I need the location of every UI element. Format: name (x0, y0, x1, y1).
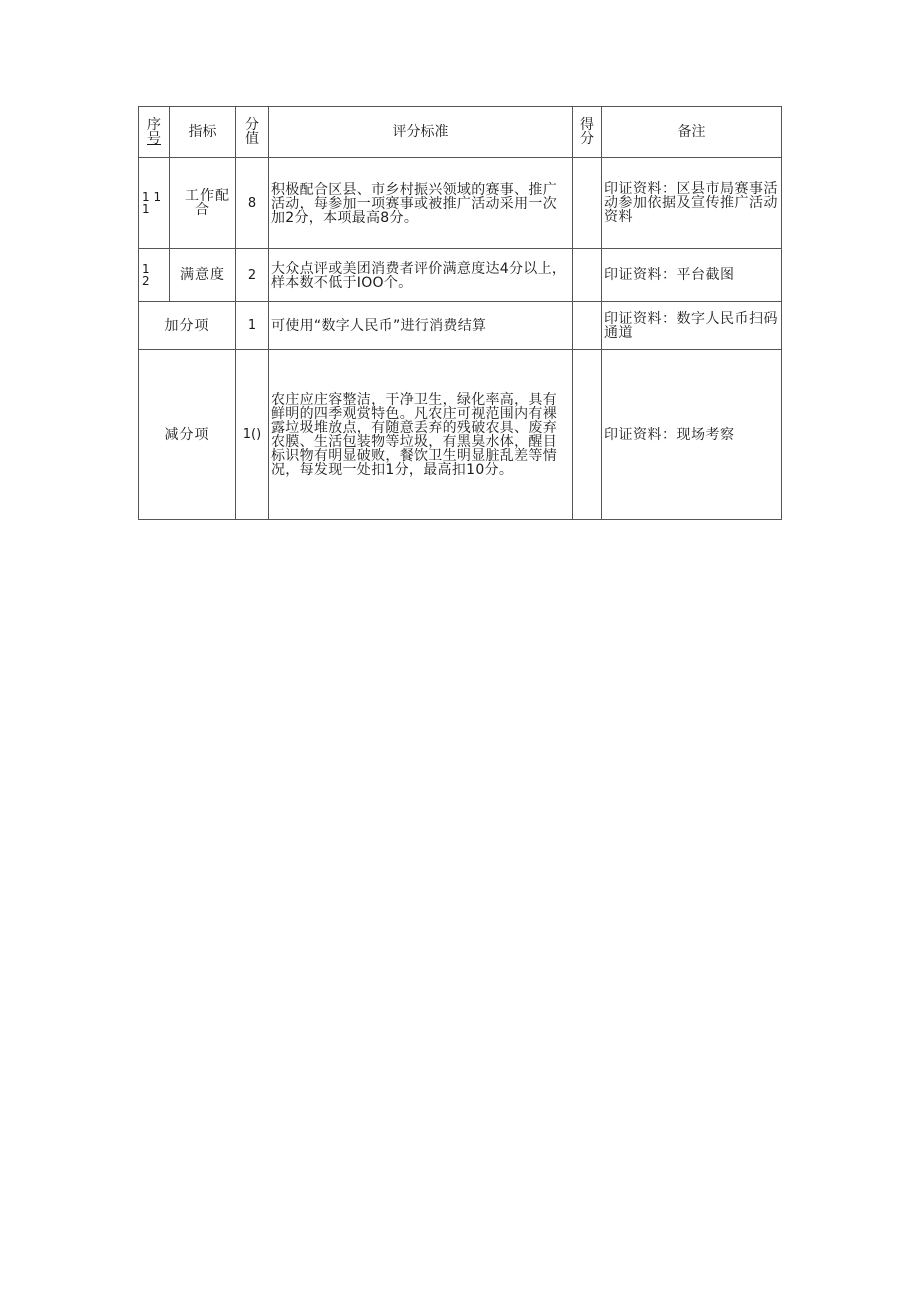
header-indicator: 指标 (170, 107, 236, 158)
row-remarks: 印证资料：数字人民币扫码通道 (602, 302, 782, 350)
row-criteria: 可使用“数字人民币”进行消费结算 (269, 302, 573, 350)
table-row (139, 249, 782, 302)
row-serial-number (139, 158, 170, 249)
row-points: 8 (236, 158, 269, 249)
header-score (573, 107, 602, 158)
row-score (573, 350, 602, 520)
row-serial-line2: 2 (142, 274, 150, 288)
header-serial-line1: 序 (147, 117, 161, 133)
row-criteria: 大众点评或美团消费者评价满意度达4分以上，样本数不低于IOO个。 (269, 249, 573, 302)
row-serial-line1: 1 (142, 262, 150, 276)
row-serial-line1: 1 1 (142, 190, 162, 204)
scoring-table (138, 106, 782, 520)
row-remarks: 印证资料：现场考察 (602, 350, 782, 520)
row-criteria: 积极配合区县、市乡村振兴领域的赛事、推广活动，每参加一项赛事或被推广活动采用一次加2分，本项最高8分。 (269, 158, 573, 249)
row-deduction-label: 减分项 (139, 350, 236, 520)
row-indicator (170, 158, 236, 249)
row-indicator: 满意度 (170, 249, 236, 302)
row-criteria: 农庄应庄容整洁，干净卫生，绿化率高，具有鲜明的四季观赏特色。凡农庄可视范围内有裸露垃圾堆放点，有随意丢弃的残破农具、废弃农膜、生活包装物等垃圾，有黑臭水体，醒目标识物有明显破败，餐饮卫生明显脏乱差等情况，每发现一处扣1分，最高扣10分。 (269, 350, 573, 520)
table-row (139, 350, 782, 520)
header-points-line1: 分 (245, 117, 259, 133)
row-bonus-label: 加分项 (139, 302, 236, 350)
table-row (139, 302, 782, 350)
row-remarks: 印证资料：区县市局赛事活动参加依据及宣传推广活动资料 (602, 158, 782, 249)
header-row (139, 107, 782, 158)
header-score-line2: 分 (580, 131, 594, 147)
row-points: 1 (236, 302, 269, 350)
header-points-line2: 值 (245, 131, 259, 147)
row-points: 2 (236, 249, 269, 302)
header-score-line1: 得 (580, 117, 594, 133)
header-criteria: 评分标准 (269, 107, 573, 158)
row-remarks: 印证资料：平台截图 (602, 249, 782, 302)
row-score (573, 249, 602, 302)
row-serial-line2: 1 (142, 202, 150, 216)
row-score (573, 158, 602, 249)
header-serial-line2: 号 (147, 131, 161, 147)
table-row (139, 158, 782, 249)
header-serial-number (139, 107, 170, 158)
header-remarks: 备注 (602, 107, 782, 158)
row-indicator-line1: 工作配 (185, 188, 230, 204)
row-serial-number (139, 249, 170, 302)
row-score (573, 302, 602, 350)
row-points: 1() (236, 350, 269, 520)
header-points (236, 107, 269, 158)
row-indicator-line2: 合 (195, 202, 210, 218)
